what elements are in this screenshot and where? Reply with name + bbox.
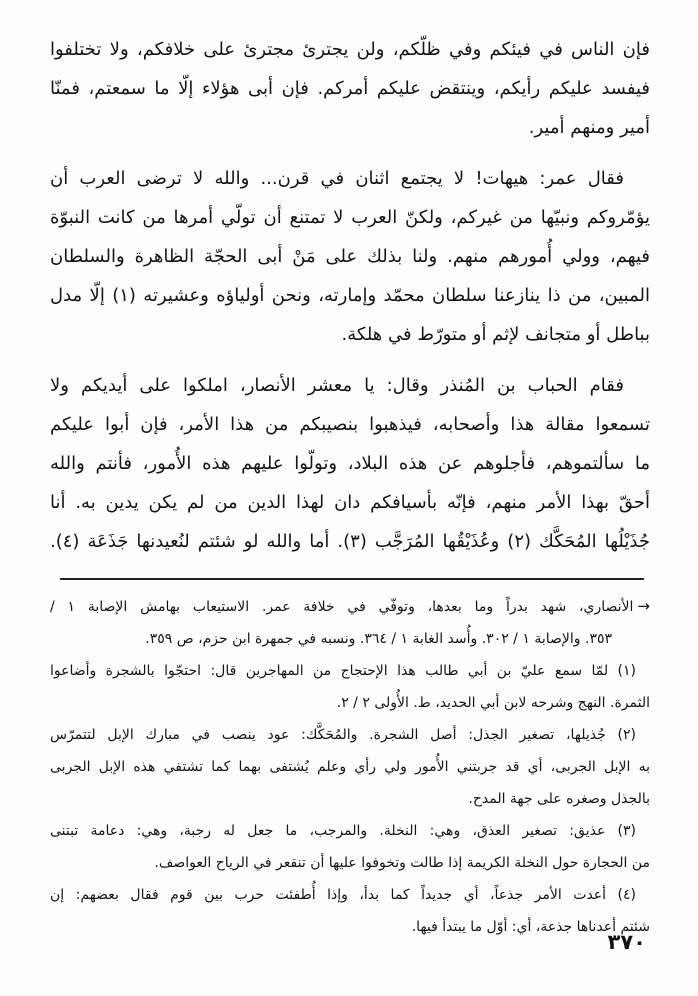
- text-line: بباطل أو متجانف لإثم أو متورّط في هلكة.: [341, 324, 650, 345]
- text-line: فيفسد عليكم رأيكم، وينتقض عليكم أمركم. فإن أبى هؤلاء إلّا ما سمعتم، فمنّا: [50, 78, 650, 99]
- text-line: المبين، من ذا ينازعنا سلطان محمّد وإمارته، ونحن أولياؤه وعشيرته (١) إلّا مدل: [50, 285, 650, 306]
- text-line: فإن الناس في فيئكم وفي ظلّكم، ولن يجترئ مجترئ على خلافكم، ولا تختلفوا: [50, 39, 650, 60]
- text-line: تسمعوا مقالة هذا وأصحابه، فيذهبوا بنصيبكم من هذا الأمر، فإن أبوا عليكم: [50, 414, 650, 435]
- main-paragraph-3: [50, 366, 650, 561]
- text-line: يؤمّروكم ونبيّها من غيركم، ولكنّ العرب لا تمتنع أن تولّي أمرها من كانت النبوّة: [50, 207, 650, 228]
- text-line: (١) لمّا سمع عليّ بن أبي طالب هذا الإحتجاج من المهاجرين قال: احتجّوا بالشجرة وأضاعوا: [50, 663, 636, 679]
- text-line: (٤) أعدت الأمر جذعاً، أي جديداً كما بدأ، وإذا أُطفئت حرب بين قوم فقال بعضهم: إن: [50, 887, 636, 903]
- text-line: أحقّ بهذا الأمر منهم، فإنّه بأسيافكم دان لهذا الدين من لم يكن يدين به. أنا: [50, 492, 650, 513]
- text-line: بالجذل وصغره على جهة المدح.: [468, 791, 650, 807]
- text-line: فقام الحباب بن المُنذر وقال: يا معشر الأنصار، املكوا على أيديكم ولا: [50, 375, 624, 396]
- footnote-4: [50, 879, 650, 943]
- text-line: أمير ومنهم أمير.: [528, 117, 650, 138]
- main-paragraph-2: [50, 159, 650, 354]
- page-number: ٣٧٠: [607, 930, 646, 954]
- footnote-separator: [60, 578, 644, 580]
- text-line: ٣٥٣. والإصابة ١ / ٣٠٢. وأُسد الغابة ١ / ٣٦٤. ونسبه في جمهرة ابن حزم، ص ٣٥٩.: [145, 631, 612, 647]
- text-line: جُذَيْلُها المُحَكَّك (٢) وعُذَيْقُها المُرَجَّب (٣). أما والله لو شئتم لنُعيدنها جَذَعَة (٤).: [50, 531, 650, 552]
- footnote-3: [50, 815, 650, 879]
- text-line: (٢) جُذيلها، تصغير الجذل: أصل الشجرة. والمُحَكَّك: عود ينصب في مبارك الإبل لتتمرّس: [50, 727, 636, 743]
- text-line: (٣) عذيق: تصغير العذق، وهي: النخلة. والمرجب، ما جعل له رجبة، وهي: دعامة تبتنى: [50, 823, 636, 839]
- footnote-1: [50, 655, 650, 719]
- text-line: فقال عمر: هيهات! لا يجتمع اثنان في قرن... والله لا ترضى العرب أن: [50, 168, 624, 189]
- footnotes-section: [50, 590, 650, 943]
- text-line: ما سألتموهم، فأجلوهم عن هذه البلاد، وتولّوا عليهم هذه الأُمور، فأنتم والله: [50, 453, 650, 474]
- text-line: من الحجارة حول النخلة الكريمة إذا طالت وتخوفوا عليها أن تنقعر في الرياح العواصف.: [154, 855, 650, 871]
- text-line: فيهم، وولي أُمورهم منهم. ولنا بذلك على مَنْ أبى الحجّة الظاهرة والسلطان: [50, 246, 650, 267]
- text-line: شئتم أعدناها جذعة، أي: أوّل ما يبتدأ فيها.: [411, 919, 650, 935]
- text-line: الثمرة. النهج وشرحه لابن أبي الحديد، ط. الأُولى ٢ / ٢.: [336, 695, 650, 711]
- footnote-2: [50, 719, 650, 815]
- footnote-text: الأنصاري، شهد بدراً وما بعدها، وتوفّي في خلافة عمر. الاستيعاب بهامش الإصابة ١ /: [50, 599, 634, 615]
- text-line: به الإبل الجربى، أي قد جربتني الأُمور ولي رأي وعلم يُشتفى بهما كما تشتفي هذه الإبل الجربى: [50, 759, 650, 775]
- main-paragraph-1: [50, 30, 650, 147]
- text-line: [50, 590, 650, 623]
- footnote-continued: [50, 590, 650, 655]
- text-block: [50, 30, 650, 943]
- continuation-arrow-icon: →: [637, 597, 650, 615]
